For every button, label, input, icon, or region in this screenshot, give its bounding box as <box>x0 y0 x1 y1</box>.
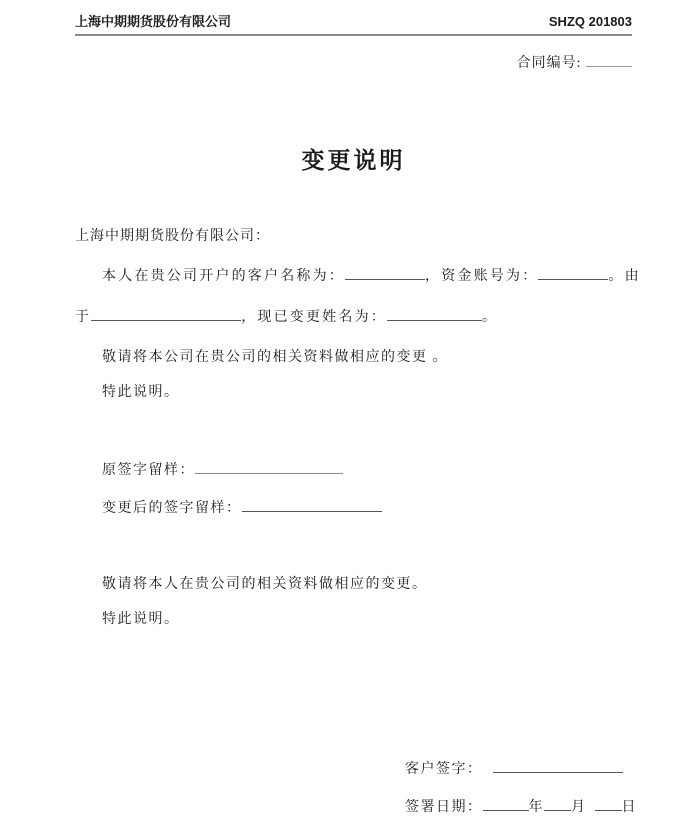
changed-signature-line <box>75 497 632 520</box>
changed-signature-label: 变更后的签字留样： <box>102 501 242 516</box>
statement-line-1: 特此说明。 <box>102 385 180 400</box>
changed-signature-blank <box>242 497 382 512</box>
new-name-label: ，现已变更姓名为： <box>241 310 388 325</box>
header-doc-code: SHZQ 201803 <box>548 14 632 29</box>
account-number-blank <box>538 265 608 280</box>
line2-tail-text: 。 <box>482 310 499 325</box>
page-title: 变更说明 <box>301 147 406 173</box>
contract-number-label: 合同编号: <box>516 56 582 71</box>
customer-name-blank <box>345 265 425 280</box>
customer-signature-line <box>75 758 632 781</box>
day-blank <box>595 796 622 811</box>
original-signature-label: 原签字留样： <box>102 463 195 478</box>
reason-prefix-text: 于 <box>75 310 92 325</box>
customer-signature-blank <box>493 758 623 773</box>
original-signature-blank <box>195 459 343 474</box>
month-suffix: 月 <box>571 800 587 815</box>
request-company-line: 敬请将本公司在贵公司的相关资料做相应的变更 。 <box>102 350 448 365</box>
change-reason-blank <box>91 306 241 321</box>
account-number-label: ，资金账号为： <box>425 269 539 284</box>
day-suffix: 日 <box>621 800 637 815</box>
sign-date-label: 签署日期： <box>405 800 483 815</box>
sign-date-line <box>75 796 637 819</box>
customer-signature-label: 客户签字： <box>405 762 483 777</box>
header-company-name: 上海中期期货股份有限公司 <box>75 14 232 29</box>
new-name-blank <box>387 306 482 321</box>
account-paragraph-line1 <box>75 265 641 288</box>
month-blank <box>544 796 571 811</box>
customer-name-label: 本人在贵公司开户的客户名称为： <box>102 269 345 284</box>
original-signature-line <box>75 459 632 482</box>
contract-number-blank <box>586 52 632 67</box>
statement-line-2: 特此说明。 <box>102 612 180 627</box>
contract-number-line <box>75 52 632 74</box>
page-header <box>75 14 632 30</box>
line1-tail-text: 。由 <box>608 269 641 284</box>
header-divider <box>75 34 632 36</box>
salutation: 上海中期期货股份有限公司： <box>75 229 270 244</box>
year-suffix: 年 <box>528 800 544 815</box>
year-blank <box>483 796 529 811</box>
request-person-line: 敬请将本人在贵公司的相关资料做相应的变更。 <box>102 577 428 592</box>
account-paragraph-line2 <box>75 306 632 329</box>
